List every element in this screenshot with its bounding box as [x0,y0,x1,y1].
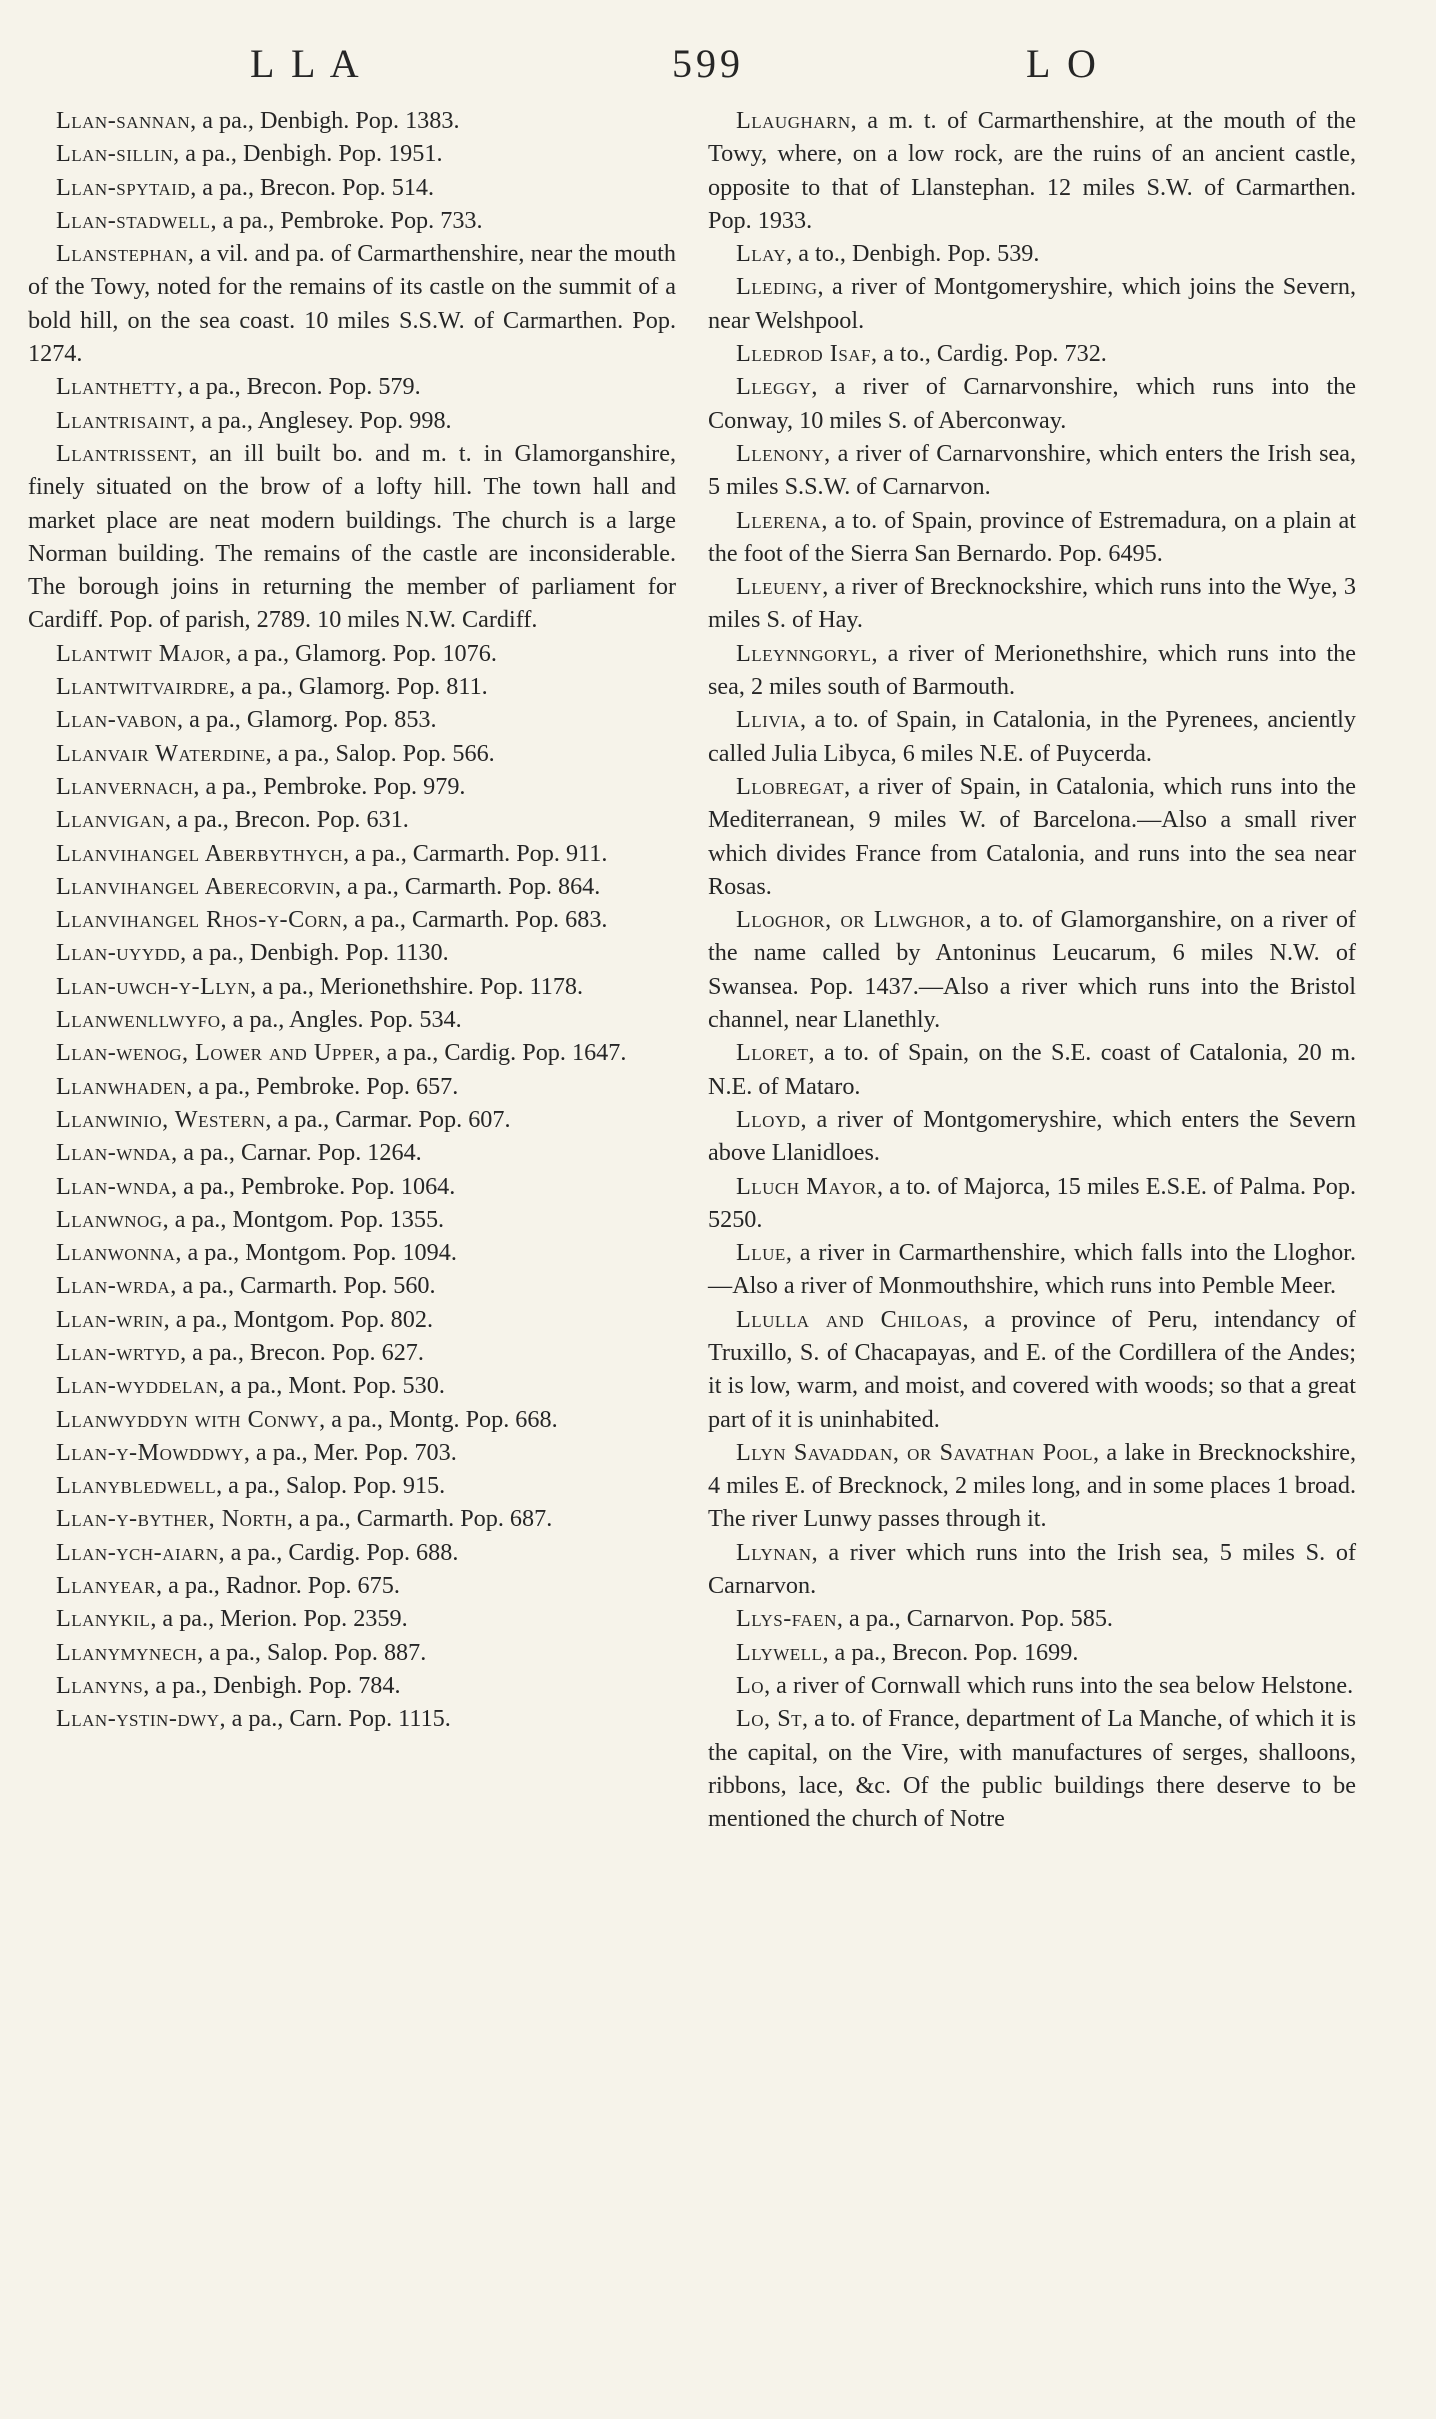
gazetteer-entry [28,1569,676,1602]
gazetteer-entry [28,1303,676,1336]
gazetteer-entry [28,1702,676,1735]
running-header [0,40,1436,96]
entry-description: , a pa., Brecon. Pop. 1699. [822,1638,1079,1666]
gazetteer-entry [708,903,1356,1036]
entry-headword: Lluch Mayor [736,1172,877,1200]
gazetteer-entry [28,770,676,803]
entry-headword: Llantrisaint [56,406,190,434]
gazetteer-entry [28,171,676,204]
entry-description: , a pa., Cardig. Pop. 1647. [374,1039,627,1067]
entry-headword: Llanwinio, Western [56,1105,266,1133]
entry-description: , a pa., Merionethshire. Pop. 1178. [250,972,584,1000]
entry-headword: Llanstephan [56,240,188,268]
entry-headword: Llan-sannan [56,107,191,134]
entry-description: , a river of Montgomeryshire, which joins the Severn, near Welshpool. [708,273,1356,334]
entry-headword: Llanybledwell [56,1472,217,1500]
entry-description: , a pa., Carmarth. Pop. 687. [286,1505,553,1533]
entry-headword: Llanvihangel Aberbythych [56,839,343,867]
entry-description: , a pa., Pembroke. Pop. 733. [210,206,483,234]
entry-headword: Llan-wnda [56,1172,172,1200]
entry-headword: Llay [736,240,787,268]
entry-description: , a to., Cardig. Pop. 732. [871,340,1107,368]
gazetteer-entry [708,270,1356,337]
gazetteer-entry [708,504,1356,571]
entry-headword: Lo [736,1671,765,1699]
entry-description: , a pa., Carmarth. Pop. 683. [342,906,608,934]
entry-description: , a river of Carnarvonshire, which enters the Irish sea, 5 miles S.S.W. of Carnarvon. [708,439,1356,501]
entry-headword: Llan-wrin [56,1305,164,1333]
entry-headword: Lleueny [736,573,823,601]
entry-description: , a pa., Carnar. Pop. 1264. [171,1139,422,1167]
entry-description: , a pa., Anglesey. Pop. 998. [189,406,452,434]
entry-description: , a river which runs into the Irish sea, 5 miles S. of Carnarvon. [708,1538,1356,1600]
entry-description: , a pa., Montgom. Pop. 1094. [175,1239,457,1267]
entry-description: , a river in Carmarthenshire, which falls into the Lloghor.—Also a river of Monmouthshire, which runs into Pemble Meer. [708,1239,1356,1300]
entry-description: , a pa., Brecon. Pop. 514. [190,173,435,201]
gazetteer-entry [28,237,676,370]
gazetteer-entry [28,1336,676,1369]
entry-description: , a pa., Montgom. Pop. 802. [163,1305,434,1333]
gazetteer-entry [708,104,1356,237]
entry-headword: Llanyns [56,1671,144,1699]
entry-headword: Llan-wyddelan [56,1372,219,1400]
entry-headword: Llys-faen [736,1605,837,1633]
entry-headword: Llivia [736,706,801,734]
entry-description: , a pa., Carmarth. Pop. 864. [334,872,601,900]
entry-description: , a river of Merionethshire, which runs into the sea, 2 miles south of Barmouth. [708,639,1356,701]
entry-description: , a to. of Spain, in Catalonia, in the Pyrenees, anciently called Julia Libyca, 6 miles N.E. of Puycerda. [708,706,1356,767]
gazetteer-entry [708,570,1356,637]
gazetteer-entry [28,1003,676,1036]
right-column [708,104,1356,1835]
header-right-letters: L O [1026,41,1100,86]
entry-description: , a to., Denbigh. Pop. 539. [786,240,1040,268]
gazetteer-entry [28,870,676,903]
gazetteer-entry [28,737,676,770]
entry-headword: Llanwonna [56,1239,176,1267]
entry-description: , a to. of France, department of La Manche, of which it is the capital, on the Vire, with manufactures of serges, shalloons, ribbons, lace, &c. Of the public buildings there deserve to be mentioned the church of Notre [708,1705,1356,1833]
entry-description: , a pa., Pembroke. Pop. 979. [193,772,466,800]
entry-headword: Llanykil [56,1605,151,1633]
gazetteer-entry [708,1236,1356,1303]
entry-description: , a pa., Salop. Pop. 566. [265,739,495,767]
entry-description: , a province of Peru, intendancy of Truxillo, S. of Chacapayas, and E. of the Cordillera of the Andes; it is low, warm, and moist, and covered with woods; so that a great part of it is uninhabited. [708,1305,1356,1433]
entry-description: , a m. t. of Carmarthenshire, at the mouth of the Towy, where, on a low rock, are the ruins of an ancient castle, opposite to that of Llanstephan. 12 miles S.W. of Carmarthen. Pop. 1933. [708,107,1356,234]
entry-description: , a to. of Glamorganshire, on a river of the name called by Antoninus Leucarum, 6 miles N.W. of Swansea. Pop. 1437.—Also a river which runs into the Bristol channel, near Llanethly. [708,906,1356,1034]
entry-headword: Llanwnog [56,1205,163,1233]
gazetteer-entry [28,1436,676,1469]
gazetteer-entry [708,337,1356,370]
gazetteer-entry [28,1170,676,1203]
entry-headword: Llanvair Waterdine [56,739,266,767]
entry-description: , a pa., Angles. Pop. 534. [220,1006,462,1034]
entry-headword: Llan-wrda [56,1272,171,1300]
gazetteer-entry [28,1103,676,1136]
left-column [28,104,676,1736]
entry-headword: Lledrod Isaf [736,340,872,368]
gazetteer-entry [28,1502,676,1535]
gazetteer-entry [28,837,676,870]
entry-description: , a pa., Carn. Pop. 1115. [219,1705,451,1733]
entry-description: , a pa., Carmarth. Pop. 560. [170,1272,436,1300]
entry-description: , a pa., Mer. Pop. 703. [243,1438,457,1466]
gazetteer-entry [28,970,676,1003]
entry-description: , a pa., Brecon. Pop. 579. [176,373,421,401]
entry-headword: Lleding [736,273,818,301]
gazetteer-entry [708,1303,1356,1436]
entry-description: , a pa., Denbigh. Pop. 784. [143,1671,401,1699]
entry-headword: Llan-wnda [56,1139,172,1167]
entry-headword: Lloyd [736,1105,801,1133]
entry-headword: Llanymynech [56,1638,198,1666]
entry-description: , an ill built bo. and m. t. in Glamorganshire, finely situated on the brow of a lofty hill. The town hall and market place are neat modern buildings. The church is a large Norman building. The remains of the castle are inconsiderable. The borough joins in returning the member of parliament for Cardiff. Pop. of parish, 2789. 10 miles N.W. Cardiff. [28,439,676,634]
entry-headword: Llyn Savaddan, or Savathan Pool [736,1438,1094,1466]
entry-description: , a pa., Carmar. Pop. 607. [265,1105,511,1133]
gazetteer-entry [28,1136,676,1169]
entry-description: , a pa., Cardig. Pop. 688. [218,1538,459,1566]
gazetteer-entry [708,1636,1356,1669]
entry-description: , a river of Spain, in Catalonia, which runs into the Mediterranean, 9 miles W. of Barcelona.—Also a small river which divides France from Catalonia, and runs into the sea near Rosas. [708,772,1356,900]
gazetteer-entry [708,1036,1356,1103]
gazetteer-entry [28,1369,676,1402]
entry-description: , a pa., Merion. Pop. 2359. [150,1605,408,1633]
entry-headword: Llan-spytaid [56,173,191,201]
gazetteer-entry [28,1602,676,1635]
entry-headword: Llantwit Major [56,639,226,667]
entry-headword: Lo, St [736,1705,803,1733]
gazetteer-entry [708,1602,1356,1635]
gazetteer-entry [708,1103,1356,1170]
entry-description: , a pa., Carnarvon. Pop. 585. [836,1605,1113,1633]
gazetteer-entry [28,137,676,170]
entry-description: , a pa., Glamorg. Pop. 811. [229,673,488,701]
entry-headword: Lleggy [736,373,812,401]
entry-headword: Llynan [736,1538,812,1566]
entry-description: , a river of Cornwall which runs into the sea below Helstone. [764,1671,1354,1699]
entry-description: , a pa., Carmarth. Pop. 911. [342,839,608,867]
entry-headword: Llue [736,1239,786,1267]
entry-description: , a pa., Montg. Pop. 668. [319,1405,558,1433]
entry-headword: Llanwhaden [56,1072,187,1100]
entry-description: , a vil. and pa. of Carmarthenshire, near the mouth of the Towy, noted for the remains of its castle on the summit of a bold hill, on the sea coast. 10 miles S.S.W. of Carmarthen. Pop. 1274. [28,240,676,368]
gazetteer-entry [708,1436,1356,1536]
entry-description: , a pa., Montgom. Pop. 1355. [162,1205,445,1233]
entry-headword: Llan-vabon [56,706,178,734]
gazetteer-entry [708,1702,1356,1835]
entry-headword: Llywell [736,1638,823,1666]
entry-headword: Llan-wenog, Lower and Upper [56,1039,375,1067]
entry-headword: Llanthetty [56,373,177,401]
entry-headword: Llenony [736,439,825,467]
entry-description: , a to. of Spain, on the S.E. coast of Catalonia, 20 m. N.E. of Mataro. [708,1039,1356,1100]
gazetteer-entry [708,637,1356,704]
entry-description: , a pa., Pembroke. Pop. 657. [186,1072,459,1100]
gazetteer-entry [708,1669,1356,1702]
entry-headword: Llanwenllwyfo [56,1006,221,1034]
gazetteer-entry [28,104,676,137]
entry-description: , a pa., Pembroke. Pop. 1064. [171,1172,456,1200]
gazetteer-entry [28,1203,676,1236]
gazetteer-entry [28,1403,676,1436]
gazetteer-entry [28,437,676,637]
entry-description: , a pa., Brecon. Pop. 627. [180,1338,424,1366]
gazetteer-entry [708,437,1356,504]
entry-description: , a pa., Brecon. Pop. 631. [164,806,409,834]
entry-description: , a lake in Brecknockshire, 4 miles E. of Brecknock, 2 miles long, and in some places 1 broad. The river Lunwy passes through it. [708,1438,1356,1533]
entry-description: , a pa., Denbigh. Pop. 1383. [190,107,460,134]
entry-headword: Llulla and Chiloas [736,1305,963,1333]
gazetteer-entry [28,936,676,969]
gazetteer-entry [28,637,676,670]
gazetteer-entry [708,370,1356,437]
entry-description: , a pa., Radnor. Pop. 675. [156,1572,400,1600]
entry-description: , a pa., Salop. Pop. 887. [197,1638,427,1666]
gazetteer-entry [28,404,676,437]
page-number: 599 [672,41,744,86]
entry-description: , a river of Montgomeryshire, which enters the Severn above Llanidloes. [708,1105,1356,1167]
entry-description: , a pa., Salop. Pop. 915. [216,1472,446,1500]
entry-description: , a pa., Mont. Pop. 530. [218,1372,445,1400]
gazetteer-entry [708,770,1356,903]
entry-description: , a river of Brecknockshire, which runs into the Wye, 3 miles S. of Hay. [708,573,1356,634]
entry-headword: Llan-ystin-dwy [56,1705,220,1733]
entry-headword: Llantwitvairdre [56,673,230,701]
gazetteer-entry [708,1536,1356,1603]
entry-headword: Llan-uwch-y-Llyn [56,972,251,1000]
gazetteer-entry [708,703,1356,770]
gazetteer-entry [28,1669,676,1702]
gazetteer-entry [28,903,676,936]
gazetteer-entry [28,703,676,736]
gazetteer-entry [28,1269,676,1302]
entry-headword: Llan-ych-aiarn [56,1538,219,1566]
entry-description: , a pa., Glamorg. Pop. 853. [177,706,437,734]
gazetteer-entry [28,1636,676,1669]
gazetteer-entry [28,1536,676,1569]
gazetteer-entry [28,1036,676,1069]
gazetteer-entry [28,803,676,836]
entry-headword: Llan-wrtyd [56,1338,181,1366]
gazetteer-entry [28,1469,676,1502]
entry-headword: Lleynngoryl [736,639,872,667]
entry-description: , a pa., Denbigh. Pop. 1130. [180,939,449,967]
entry-headword: Llanwyddyn with Conwy [56,1405,320,1433]
gazetteer-entry [28,1070,676,1103]
entry-headword: Llanvigan [56,806,165,834]
header-left-letters: L L A [250,41,363,86]
entry-headword: Llan-stadwell [56,206,211,234]
entry-headword: Llan-y-byther, North [56,1505,287,1533]
gazetteer-entry [28,1236,676,1269]
entry-headword: Llan-sillin [56,140,174,168]
entry-description: , a pa., Denbigh. Pop. 1951. [173,140,443,168]
entry-headword: Llobregat [736,772,845,800]
entry-headword: Llan-y-Mowddwy [56,1438,244,1466]
entry-headword: Llanvihangel Aberecorvin [56,872,335,900]
entry-description: , a pa., Glamorg. Pop. 1076. [225,639,497,667]
entry-headword: Llanvihangel Rhos-y-Corn [56,906,343,934]
entry-headword: Llantrissent [56,439,192,467]
entry-headword: Llan-uyydd [56,939,181,967]
entry-headword: Lloret [736,1039,809,1067]
gazetteer-entry [28,670,676,703]
gazetteer-entry [28,204,676,237]
entry-headword: Lloghor, or Llwghor [736,906,966,934]
entry-headword: Llanyear [56,1572,156,1600]
entry-headword: Llaugharn [736,107,851,134]
gazetteer-entry [708,237,1356,270]
entry-description: , a river of Carnarvonshire, which runs into the Conway, 10 miles S. of Aberconway. [708,373,1356,434]
entry-headword: Llerena [736,506,822,534]
gazetteer-entry [708,1170,1356,1237]
entry-description: , a to. of Spain, province of Estremadura, on a plain at the foot of the Sierra San Bernardo. Pop. 6495. [708,506,1356,567]
entry-description: , a to. of Majorca, 15 miles E.S.E. of Palma. Pop. 5250. [708,1172,1356,1233]
entry-headword: Llanvernach [56,772,194,800]
gazetteer-entry [28,370,676,403]
